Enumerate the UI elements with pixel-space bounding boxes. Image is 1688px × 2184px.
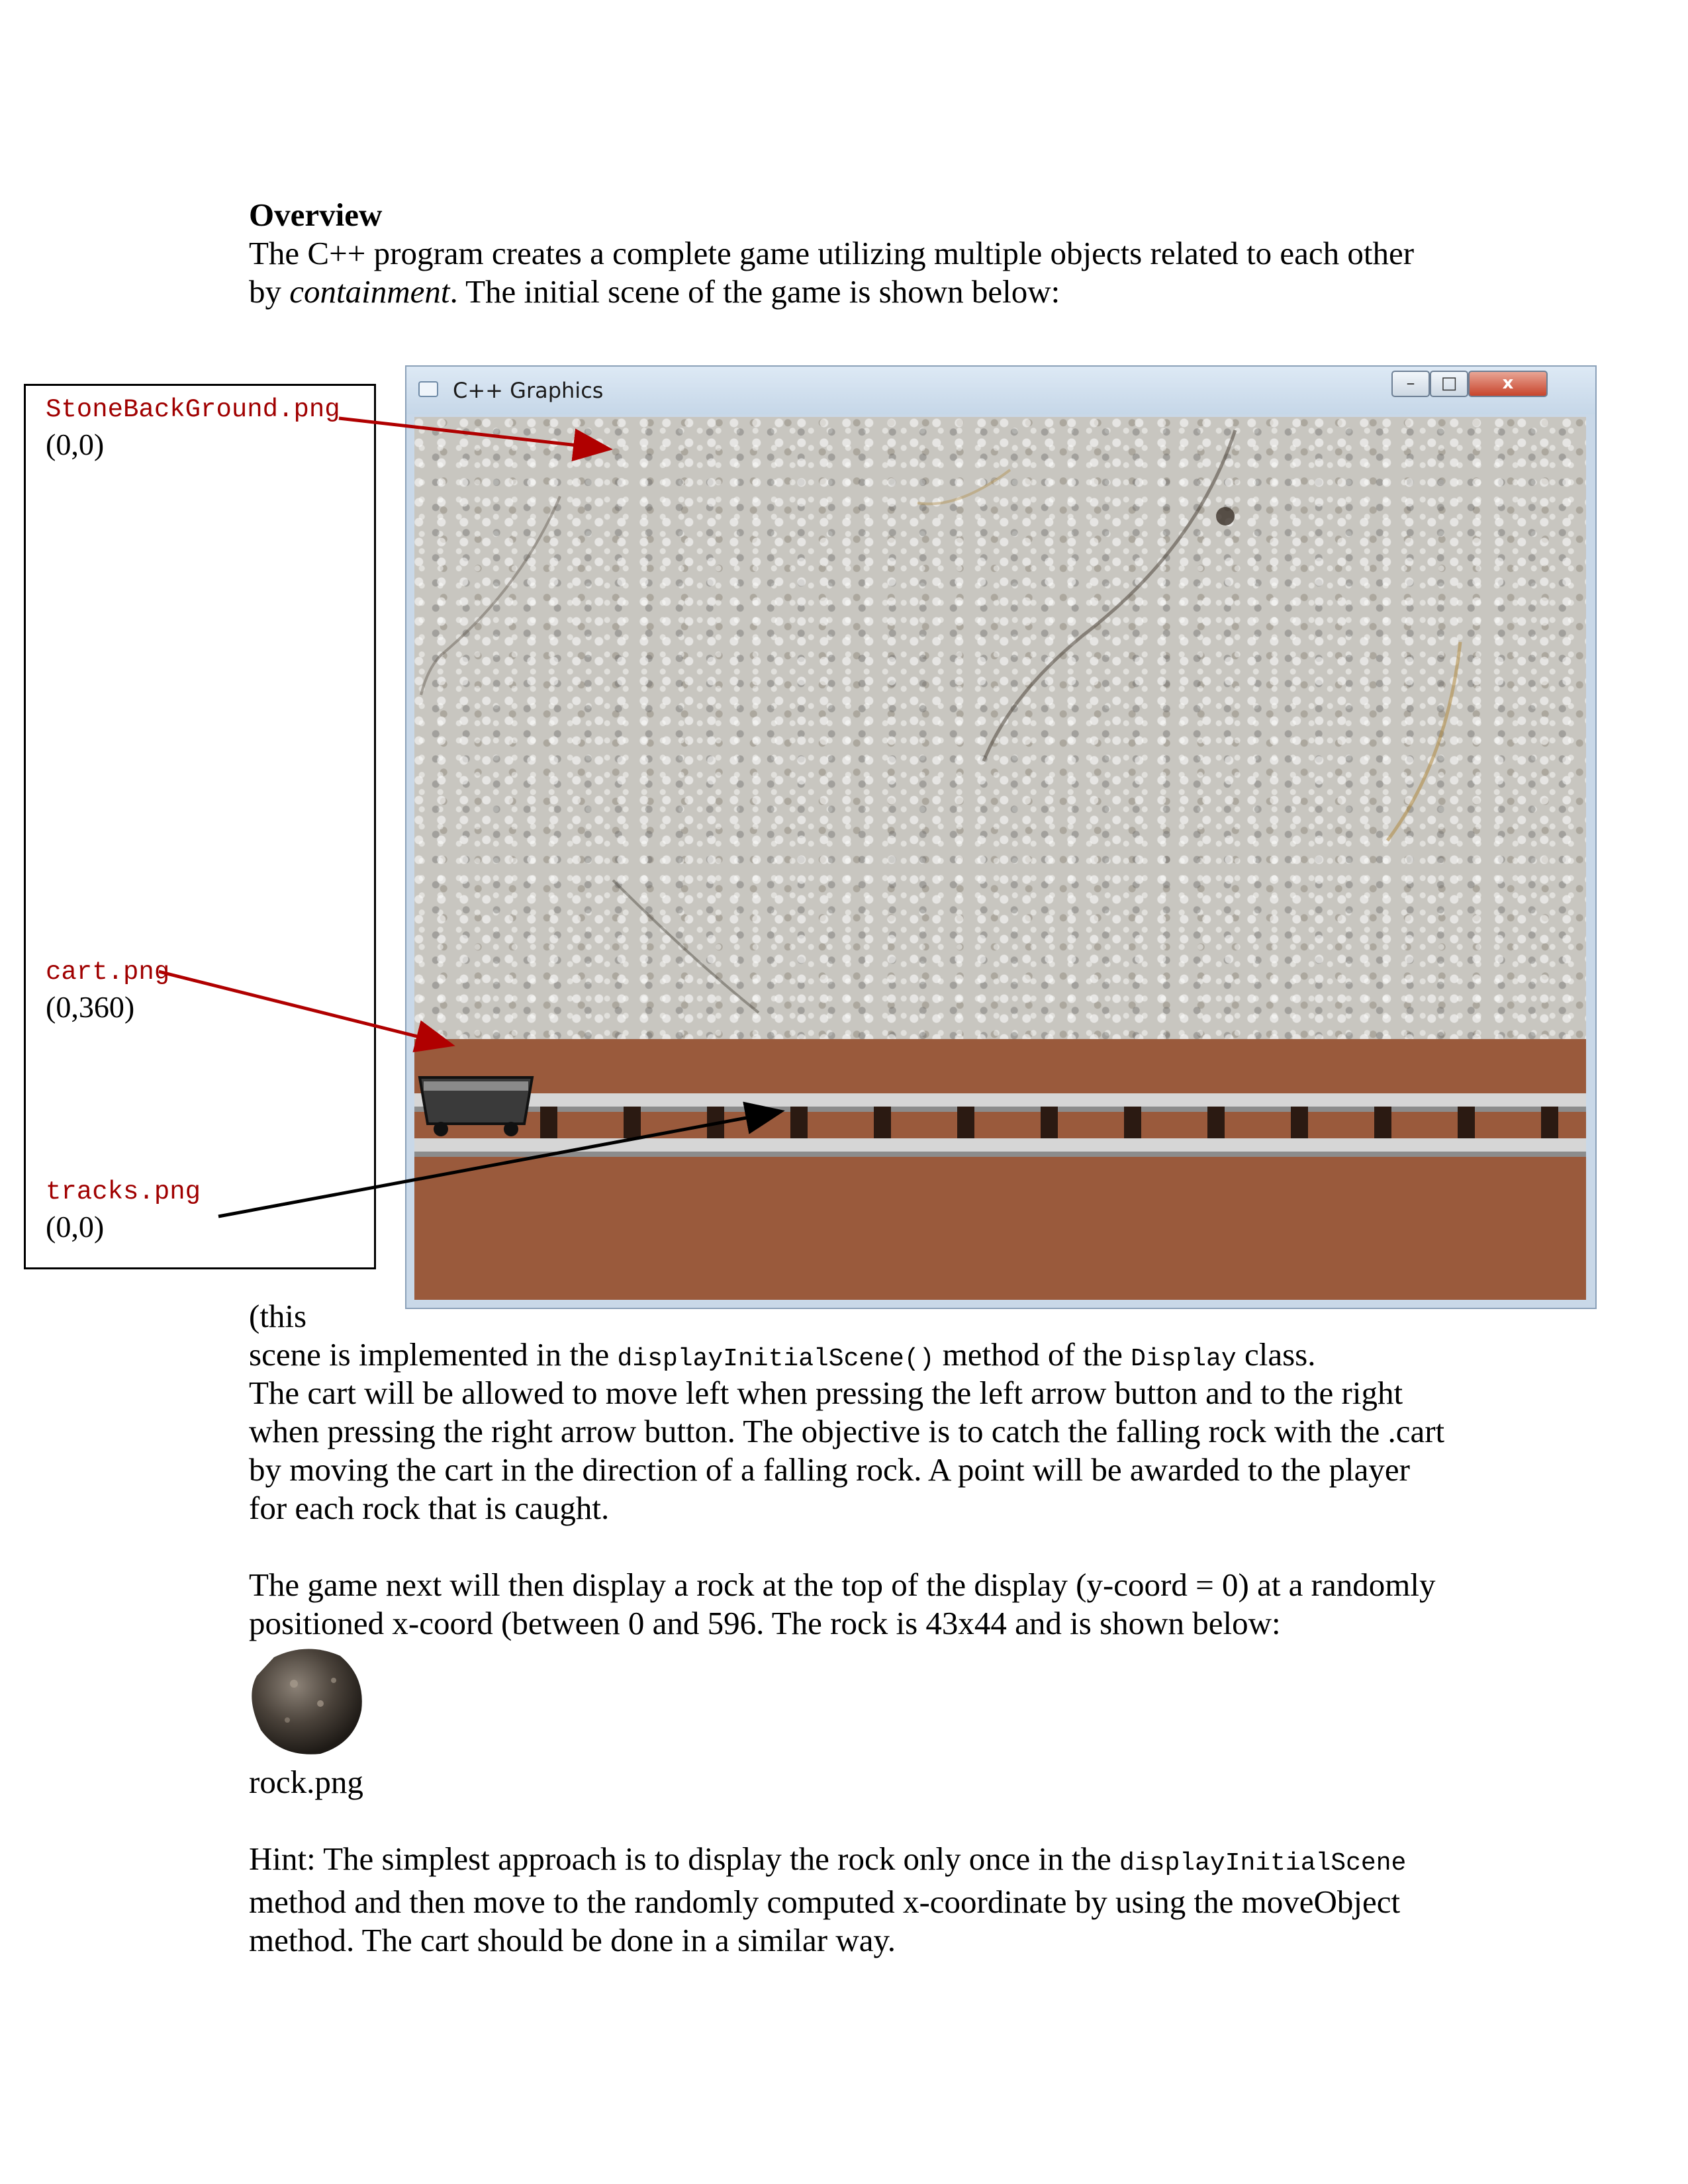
annotation-coord-stone: (0,0) xyxy=(46,428,105,461)
arrow-tracks xyxy=(218,1112,778,1216)
scene-caption xyxy=(249,1297,1440,1379)
intro-italic-term: containment xyxy=(289,273,450,310)
intro-text-2: . The initial scene of the game is shown below: xyxy=(449,273,1060,310)
annotation-file-tracks: tracks.png xyxy=(46,1177,201,1206)
annotation-coord-tracks: (0,0) xyxy=(46,1210,105,1244)
body-paragraph-1: The cart will be allowed to move left when pressing the left arrow button and to the right when pressing the right arrow button. The objective is to catch the falling rock with the .cart by moving the cart in the direction of a falling rock. A point will be awarded to the player for each rock that is caught. xyxy=(249,1375,1445,1526)
arrow-cart xyxy=(159,972,449,1044)
hint-text-1: Hint: The simplest approach is to display the rock only once in the xyxy=(249,1841,1120,1877)
close-button[interactable]: x xyxy=(1468,371,1548,397)
caption-class-name: Display xyxy=(1131,1345,1237,1373)
section-title: Overview xyxy=(249,197,383,233)
hint-paragraph xyxy=(249,1840,1467,1960)
maximize-button[interactable]: □ xyxy=(1430,371,1468,397)
annotation-coord-cart: (0,360) xyxy=(46,990,135,1024)
window-title: C++ Graphics xyxy=(453,378,604,403)
arrow-stone xyxy=(339,418,606,449)
rock-label: rock.png xyxy=(249,1764,363,1800)
hint-method-name: displayInitialScene xyxy=(1119,1849,1407,1878)
rock-image xyxy=(248,1644,367,1756)
hint-text-2: method and then move to the randomly computed x-coordinate by using the moveObject method. The cart should be done in a similar way. xyxy=(249,1884,1401,1958)
annotation-file-cart: cart.png xyxy=(46,958,170,987)
intro-text-1: The C++ program creates a complete game utilizing multiple objects related to each other by xyxy=(249,235,1415,310)
caption-middle: method of the xyxy=(934,1336,1131,1373)
minimize-button[interactable]: – xyxy=(1391,371,1430,397)
caption-prefix-1: (this xyxy=(249,1298,307,1334)
caption-prefix-2: scene is implemented in the xyxy=(249,1336,618,1373)
caption-suffix: class. xyxy=(1236,1336,1316,1373)
annotation-file-stone: StoneBackGround.png xyxy=(46,395,340,424)
caption-method-name: displayInitialScene() xyxy=(617,1345,935,1373)
body-paragraph-2: The game next will then display a rock at the top of the display (y-coord = 0) at a randomly positioned x-coord (between 0 and 596. The rock is 43x44 and is shown below: xyxy=(249,1567,1436,1641)
